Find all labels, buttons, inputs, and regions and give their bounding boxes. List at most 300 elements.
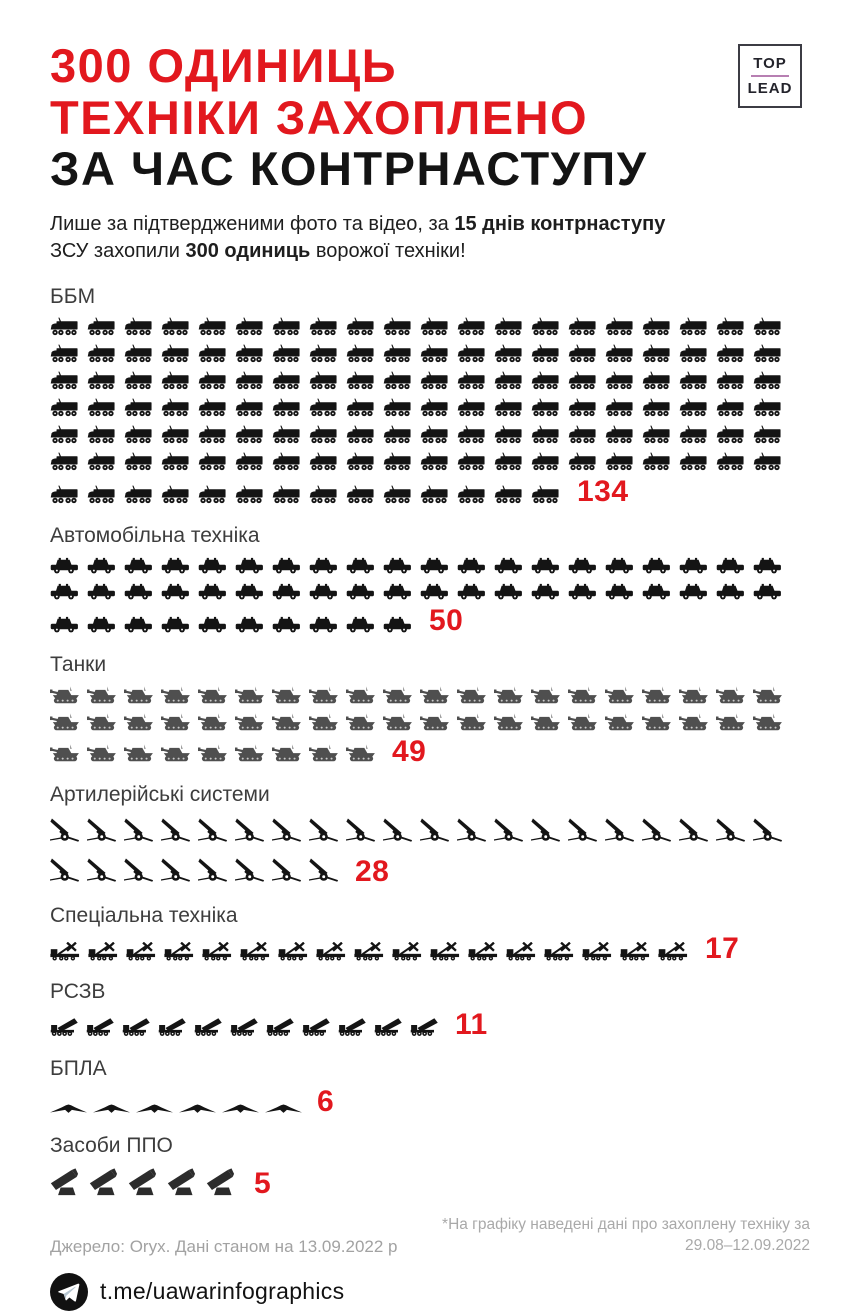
bbm-icon bbox=[198, 344, 227, 364]
tank-icon bbox=[161, 685, 192, 706]
bbm-icon bbox=[605, 371, 634, 391]
bbm-icon bbox=[87, 485, 116, 505]
car-icon bbox=[605, 582, 634, 601]
pictogram-grid bbox=[50, 816, 810, 888]
artillery-icon bbox=[161, 856, 192, 885]
bbm-icon bbox=[753, 425, 782, 445]
bbm-icon bbox=[753, 371, 782, 391]
bbm-icon bbox=[124, 317, 153, 337]
pictogram-grid bbox=[50, 685, 810, 768]
tank-icon bbox=[716, 685, 747, 706]
bbm-icon bbox=[87, 371, 116, 391]
uav-icon bbox=[50, 1104, 87, 1115]
aa-icon bbox=[206, 1166, 240, 1197]
count-value: 6 bbox=[317, 1085, 335, 1119]
bbm-icon bbox=[716, 425, 745, 445]
special-icon bbox=[88, 942, 119, 961]
car-icon bbox=[50, 556, 79, 575]
bbm-icon bbox=[50, 425, 79, 445]
artillery-icon bbox=[161, 816, 192, 845]
subtitle-bold-text: 300 одиниць bbox=[185, 239, 311, 262]
bbm-icon bbox=[383, 398, 412, 418]
tank-icon bbox=[272, 743, 303, 764]
bbm-icon bbox=[235, 344, 264, 364]
bbm-icon bbox=[272, 425, 301, 445]
bbm-icon bbox=[124, 371, 153, 391]
bbm-icon bbox=[494, 452, 523, 472]
car-icon bbox=[272, 582, 301, 601]
tank-icon bbox=[642, 712, 673, 733]
artillery-icon bbox=[605, 816, 636, 845]
bbm-icon bbox=[642, 425, 671, 445]
bbm-icon bbox=[346, 425, 375, 445]
bbm-icon bbox=[50, 398, 79, 418]
bbm-icon bbox=[309, 425, 338, 445]
tank-icon bbox=[457, 685, 488, 706]
artillery-icon bbox=[642, 816, 673, 845]
bbm-icon bbox=[568, 425, 597, 445]
artillery-icon bbox=[346, 816, 377, 845]
bbm-icon bbox=[383, 452, 412, 472]
tank-icon bbox=[679, 712, 710, 733]
bbm-icon bbox=[531, 425, 560, 445]
car-icon bbox=[531, 556, 560, 575]
bbm-icon bbox=[87, 398, 116, 418]
telegram-handle: t.me/uawarinfographics bbox=[100, 1278, 345, 1305]
tank-icon bbox=[161, 712, 192, 733]
car-icon bbox=[235, 556, 264, 575]
section-tank bbox=[50, 652, 810, 768]
bbm-icon bbox=[494, 317, 523, 337]
car-icon bbox=[50, 615, 79, 634]
artillery-icon bbox=[309, 816, 340, 845]
special-icon bbox=[620, 942, 651, 961]
bbm-icon bbox=[235, 485, 264, 505]
bbm-icon bbox=[568, 371, 597, 391]
tank-icon bbox=[198, 743, 229, 764]
artillery-icon bbox=[198, 856, 229, 885]
mlrs-icon bbox=[194, 1015, 224, 1038]
car-icon bbox=[346, 556, 375, 575]
bbm-icon bbox=[531, 398, 560, 418]
mlrs-icon bbox=[266, 1015, 296, 1038]
bbm-icon bbox=[272, 344, 301, 364]
special-icon bbox=[544, 942, 575, 961]
bbm-icon bbox=[87, 425, 116, 445]
car-icon bbox=[753, 582, 782, 601]
tank-icon bbox=[346, 712, 377, 733]
special-icon bbox=[506, 942, 537, 961]
bbm-icon bbox=[642, 317, 671, 337]
bbm-icon bbox=[494, 485, 523, 505]
section-label: Засоби ППО bbox=[50, 1133, 173, 1157]
car-icon bbox=[531, 582, 560, 601]
tank-icon bbox=[124, 712, 155, 733]
count-value: 49 bbox=[392, 734, 427, 768]
tank-icon bbox=[309, 685, 340, 706]
section-label: РСЗВ bbox=[50, 980, 106, 1004]
special-icon bbox=[316, 942, 347, 961]
title-line-2: ТЕХНІКИ ЗАХОПЛЕНО bbox=[50, 90, 589, 144]
bbm-icon bbox=[309, 344, 338, 364]
section-label: БПЛА bbox=[50, 1056, 107, 1080]
section-label: ББМ bbox=[50, 285, 96, 309]
bbm-icon bbox=[679, 452, 708, 472]
car-icon bbox=[272, 556, 301, 575]
bbm-icon bbox=[420, 371, 449, 391]
bbm-icon bbox=[457, 425, 486, 445]
bbm-icon bbox=[383, 344, 412, 364]
car-icon bbox=[716, 556, 745, 575]
bbm-icon bbox=[716, 398, 745, 418]
page-title bbox=[50, 40, 810, 195]
special-icon bbox=[392, 942, 423, 961]
bbm-icon bbox=[753, 317, 782, 337]
tank-icon bbox=[457, 712, 488, 733]
car-icon bbox=[383, 556, 412, 575]
tank-icon bbox=[605, 712, 636, 733]
tank-icon bbox=[198, 685, 229, 706]
artillery-icon bbox=[568, 816, 599, 845]
tank-icon bbox=[87, 712, 118, 733]
section-bbm bbox=[50, 284, 810, 509]
artillery-icon bbox=[124, 816, 155, 845]
bbm-icon bbox=[87, 452, 116, 472]
car-icon bbox=[87, 556, 116, 575]
special-icon bbox=[240, 942, 271, 961]
bbm-icon bbox=[531, 485, 560, 505]
bbm-icon bbox=[420, 452, 449, 472]
bbm-icon bbox=[494, 398, 523, 418]
sections bbox=[50, 284, 810, 1201]
count-value: 134 bbox=[577, 475, 629, 509]
tank-icon bbox=[420, 685, 451, 706]
bbm-icon bbox=[124, 398, 153, 418]
bbm-icon bbox=[420, 344, 449, 364]
bbm-icon bbox=[235, 452, 264, 472]
bbm-icon bbox=[420, 398, 449, 418]
bbm-icon bbox=[716, 371, 745, 391]
bbm-icon bbox=[198, 485, 227, 505]
bbm-icon bbox=[309, 398, 338, 418]
bbm-icon bbox=[605, 344, 634, 364]
pictogram-grid bbox=[50, 1166, 810, 1201]
artillery-icon bbox=[309, 856, 340, 885]
bbm-icon bbox=[420, 425, 449, 445]
source-text: Джерело: Oryx. Дані станом на 13.09.2022 р bbox=[50, 1236, 398, 1256]
bbm-icon bbox=[568, 317, 597, 337]
subtitle-bold-text: 15 днів контрнаступу bbox=[454, 213, 666, 236]
bbm-icon bbox=[198, 452, 227, 472]
pictogram-grid bbox=[50, 1085, 810, 1119]
bbm-icon bbox=[235, 425, 264, 445]
bbm-icon bbox=[531, 317, 560, 337]
bbm-icon bbox=[531, 344, 560, 364]
bbm-icon bbox=[161, 452, 190, 472]
artillery-icon bbox=[494, 816, 525, 845]
bbm-icon bbox=[605, 398, 634, 418]
bbm-icon bbox=[753, 398, 782, 418]
car-icon bbox=[457, 582, 486, 601]
logo-top-text: TOP bbox=[753, 54, 787, 72]
car-icon bbox=[457, 556, 486, 575]
mlrs-icon bbox=[302, 1015, 332, 1038]
tank-icon bbox=[753, 712, 784, 733]
bbm-icon bbox=[346, 344, 375, 364]
uav-icon bbox=[265, 1104, 302, 1115]
special-icon bbox=[430, 942, 461, 961]
section-car bbox=[50, 523, 810, 638]
car-icon bbox=[420, 556, 449, 575]
subtitle-text: ворожої техніки! bbox=[310, 239, 466, 262]
car-icon bbox=[272, 615, 301, 634]
bbm-icon bbox=[87, 344, 116, 364]
bbm-icon bbox=[605, 317, 634, 337]
bbm-icon bbox=[531, 452, 560, 472]
bbm-icon bbox=[457, 371, 486, 391]
bbm-icon bbox=[568, 398, 597, 418]
bbm-icon bbox=[235, 317, 264, 337]
mlrs-icon bbox=[338, 1015, 368, 1038]
artillery-icon bbox=[716, 816, 747, 845]
tank-icon bbox=[494, 712, 525, 733]
bbm-icon bbox=[457, 485, 486, 505]
aa-icon bbox=[89, 1166, 123, 1197]
bbm-icon bbox=[272, 317, 301, 337]
tank-icon bbox=[531, 685, 562, 706]
footer bbox=[50, 1215, 810, 1311]
car-icon bbox=[494, 556, 523, 575]
artillery-icon bbox=[679, 816, 710, 845]
car-icon bbox=[716, 582, 745, 601]
aa-icon bbox=[167, 1166, 201, 1197]
car-icon bbox=[198, 615, 227, 634]
count-value: 17 bbox=[705, 931, 740, 965]
bbm-icon bbox=[568, 344, 597, 364]
bbm-icon bbox=[161, 425, 190, 445]
bbm-icon bbox=[679, 398, 708, 418]
bbm-icon bbox=[346, 371, 375, 391]
bbm-icon bbox=[50, 344, 79, 364]
car-icon bbox=[568, 556, 597, 575]
car-icon bbox=[605, 556, 634, 575]
tank-icon bbox=[383, 712, 414, 733]
bbm-icon bbox=[124, 452, 153, 472]
tank-icon bbox=[346, 743, 377, 764]
bbm-icon bbox=[50, 485, 79, 505]
tank-icon bbox=[568, 685, 599, 706]
bbm-icon bbox=[124, 344, 153, 364]
count-value: 50 bbox=[429, 604, 464, 638]
bbm-icon bbox=[198, 425, 227, 445]
car-icon bbox=[346, 615, 375, 634]
logo-lead-text: LEAD bbox=[747, 80, 793, 97]
bbm-icon bbox=[161, 371, 190, 391]
bbm-icon bbox=[161, 485, 190, 505]
bbm-icon bbox=[494, 425, 523, 445]
subtitle bbox=[50, 211, 750, 264]
tank-icon bbox=[272, 685, 303, 706]
tank-icon bbox=[605, 685, 636, 706]
car-icon bbox=[642, 556, 671, 575]
bbm-icon bbox=[568, 452, 597, 472]
bbm-icon bbox=[346, 452, 375, 472]
uav-icon bbox=[93, 1104, 130, 1115]
bbm-icon bbox=[457, 452, 486, 472]
bbm-icon bbox=[679, 344, 708, 364]
pictogram-grid bbox=[50, 317, 810, 509]
car-icon bbox=[753, 556, 782, 575]
car-icon bbox=[161, 582, 190, 601]
pictogram-grid bbox=[50, 556, 810, 638]
subtitle-text: ЗСУ захопили bbox=[50, 239, 186, 262]
bbm-icon bbox=[531, 371, 560, 391]
car-icon bbox=[494, 582, 523, 601]
bbm-icon bbox=[161, 317, 190, 337]
tank-icon bbox=[346, 685, 377, 706]
bbm-icon bbox=[642, 344, 671, 364]
artillery-icon bbox=[272, 856, 303, 885]
special-icon bbox=[582, 942, 613, 961]
bbm-icon bbox=[383, 317, 412, 337]
bbm-icon bbox=[383, 371, 412, 391]
tank-icon bbox=[309, 743, 340, 764]
tank-icon bbox=[87, 743, 118, 764]
bbm-icon bbox=[161, 398, 190, 418]
car-icon bbox=[235, 582, 264, 601]
bbm-icon bbox=[235, 371, 264, 391]
car-icon bbox=[309, 556, 338, 575]
bbm-icon bbox=[198, 371, 227, 391]
bbm-icon bbox=[235, 398, 264, 418]
artillery-icon bbox=[87, 816, 118, 845]
car-icon bbox=[346, 582, 375, 601]
tank-icon bbox=[753, 685, 784, 706]
car-icon bbox=[124, 556, 153, 575]
car-icon bbox=[87, 582, 116, 601]
artillery-icon bbox=[457, 816, 488, 845]
special-icon bbox=[468, 942, 499, 961]
telegram-icon bbox=[50, 1273, 88, 1311]
tank-icon bbox=[50, 743, 81, 764]
tank-icon bbox=[198, 712, 229, 733]
artillery-icon bbox=[50, 856, 81, 885]
aa-icon bbox=[50, 1166, 84, 1197]
bbm-icon bbox=[605, 452, 634, 472]
logo-divider bbox=[751, 75, 789, 77]
bbm-icon bbox=[679, 425, 708, 445]
bbm-icon bbox=[272, 452, 301, 472]
tank-icon bbox=[568, 712, 599, 733]
bbm-icon bbox=[457, 317, 486, 337]
car-icon bbox=[87, 615, 116, 634]
mlrs-icon bbox=[374, 1015, 404, 1038]
artillery-icon bbox=[124, 856, 155, 885]
pictogram-grid bbox=[50, 1008, 810, 1042]
bbm-icon bbox=[716, 452, 745, 472]
car-icon bbox=[309, 615, 338, 634]
count-value: 5 bbox=[254, 1167, 272, 1201]
special-icon bbox=[278, 942, 309, 961]
artillery-icon bbox=[198, 816, 229, 845]
mlrs-icon bbox=[158, 1015, 188, 1038]
tank-icon bbox=[87, 685, 118, 706]
tank-icon bbox=[124, 743, 155, 764]
tank-icon bbox=[716, 712, 747, 733]
car-icon bbox=[235, 615, 264, 634]
uav-icon bbox=[136, 1104, 173, 1115]
car-icon bbox=[679, 582, 708, 601]
car-icon bbox=[198, 556, 227, 575]
tank-icon bbox=[383, 685, 414, 706]
special-icon bbox=[126, 942, 157, 961]
car-icon bbox=[50, 582, 79, 601]
bbm-icon bbox=[50, 317, 79, 337]
car-icon bbox=[568, 582, 597, 601]
aa-icon bbox=[128, 1166, 162, 1197]
count-value: 28 bbox=[355, 855, 390, 888]
bbm-icon bbox=[161, 344, 190, 364]
artillery-icon bbox=[753, 816, 784, 845]
car-icon bbox=[679, 556, 708, 575]
bbm-icon bbox=[309, 485, 338, 505]
bbm-icon bbox=[457, 398, 486, 418]
bbm-icon bbox=[346, 317, 375, 337]
bbm-icon bbox=[679, 371, 708, 391]
section-label: Спеціальна техніка bbox=[50, 903, 238, 927]
tank-icon bbox=[642, 685, 673, 706]
telegram-link[interactable] bbox=[50, 1273, 810, 1311]
tank-icon bbox=[50, 685, 81, 706]
bbm-icon bbox=[346, 398, 375, 418]
section-artillery bbox=[50, 782, 810, 888]
artillery-icon bbox=[531, 816, 562, 845]
bbm-icon bbox=[383, 485, 412, 505]
bbm-icon bbox=[753, 452, 782, 472]
top-lead-logo bbox=[738, 44, 802, 108]
bbm-icon bbox=[124, 485, 153, 505]
section-aa bbox=[50, 1133, 810, 1201]
car-icon bbox=[124, 582, 153, 601]
bbm-icon bbox=[679, 317, 708, 337]
tank-icon bbox=[124, 685, 155, 706]
subtitle-text: Лише за підтвердженими фото та відео, за bbox=[50, 213, 455, 236]
artillery-icon bbox=[235, 856, 266, 885]
special-icon bbox=[50, 942, 81, 961]
car-icon bbox=[124, 615, 153, 634]
tank-icon bbox=[235, 685, 266, 706]
bbm-icon bbox=[50, 452, 79, 472]
section-label: Артилерійські системи bbox=[50, 783, 270, 807]
artillery-icon bbox=[235, 816, 266, 845]
bbm-icon bbox=[605, 425, 634, 445]
bbm-icon bbox=[124, 425, 153, 445]
mlrs-icon bbox=[122, 1015, 152, 1038]
bbm-icon bbox=[494, 371, 523, 391]
mlrs-icon bbox=[230, 1015, 260, 1038]
tank-icon bbox=[420, 712, 451, 733]
bbm-icon bbox=[198, 398, 227, 418]
uav-icon bbox=[179, 1104, 216, 1115]
section-mlrs bbox=[50, 979, 810, 1042]
artillery-icon bbox=[50, 816, 81, 845]
bbm-icon bbox=[272, 398, 301, 418]
artillery-icon bbox=[87, 856, 118, 885]
bbm-icon bbox=[642, 398, 671, 418]
bbm-icon bbox=[309, 452, 338, 472]
tank-icon bbox=[235, 712, 266, 733]
bbm-icon bbox=[50, 371, 79, 391]
